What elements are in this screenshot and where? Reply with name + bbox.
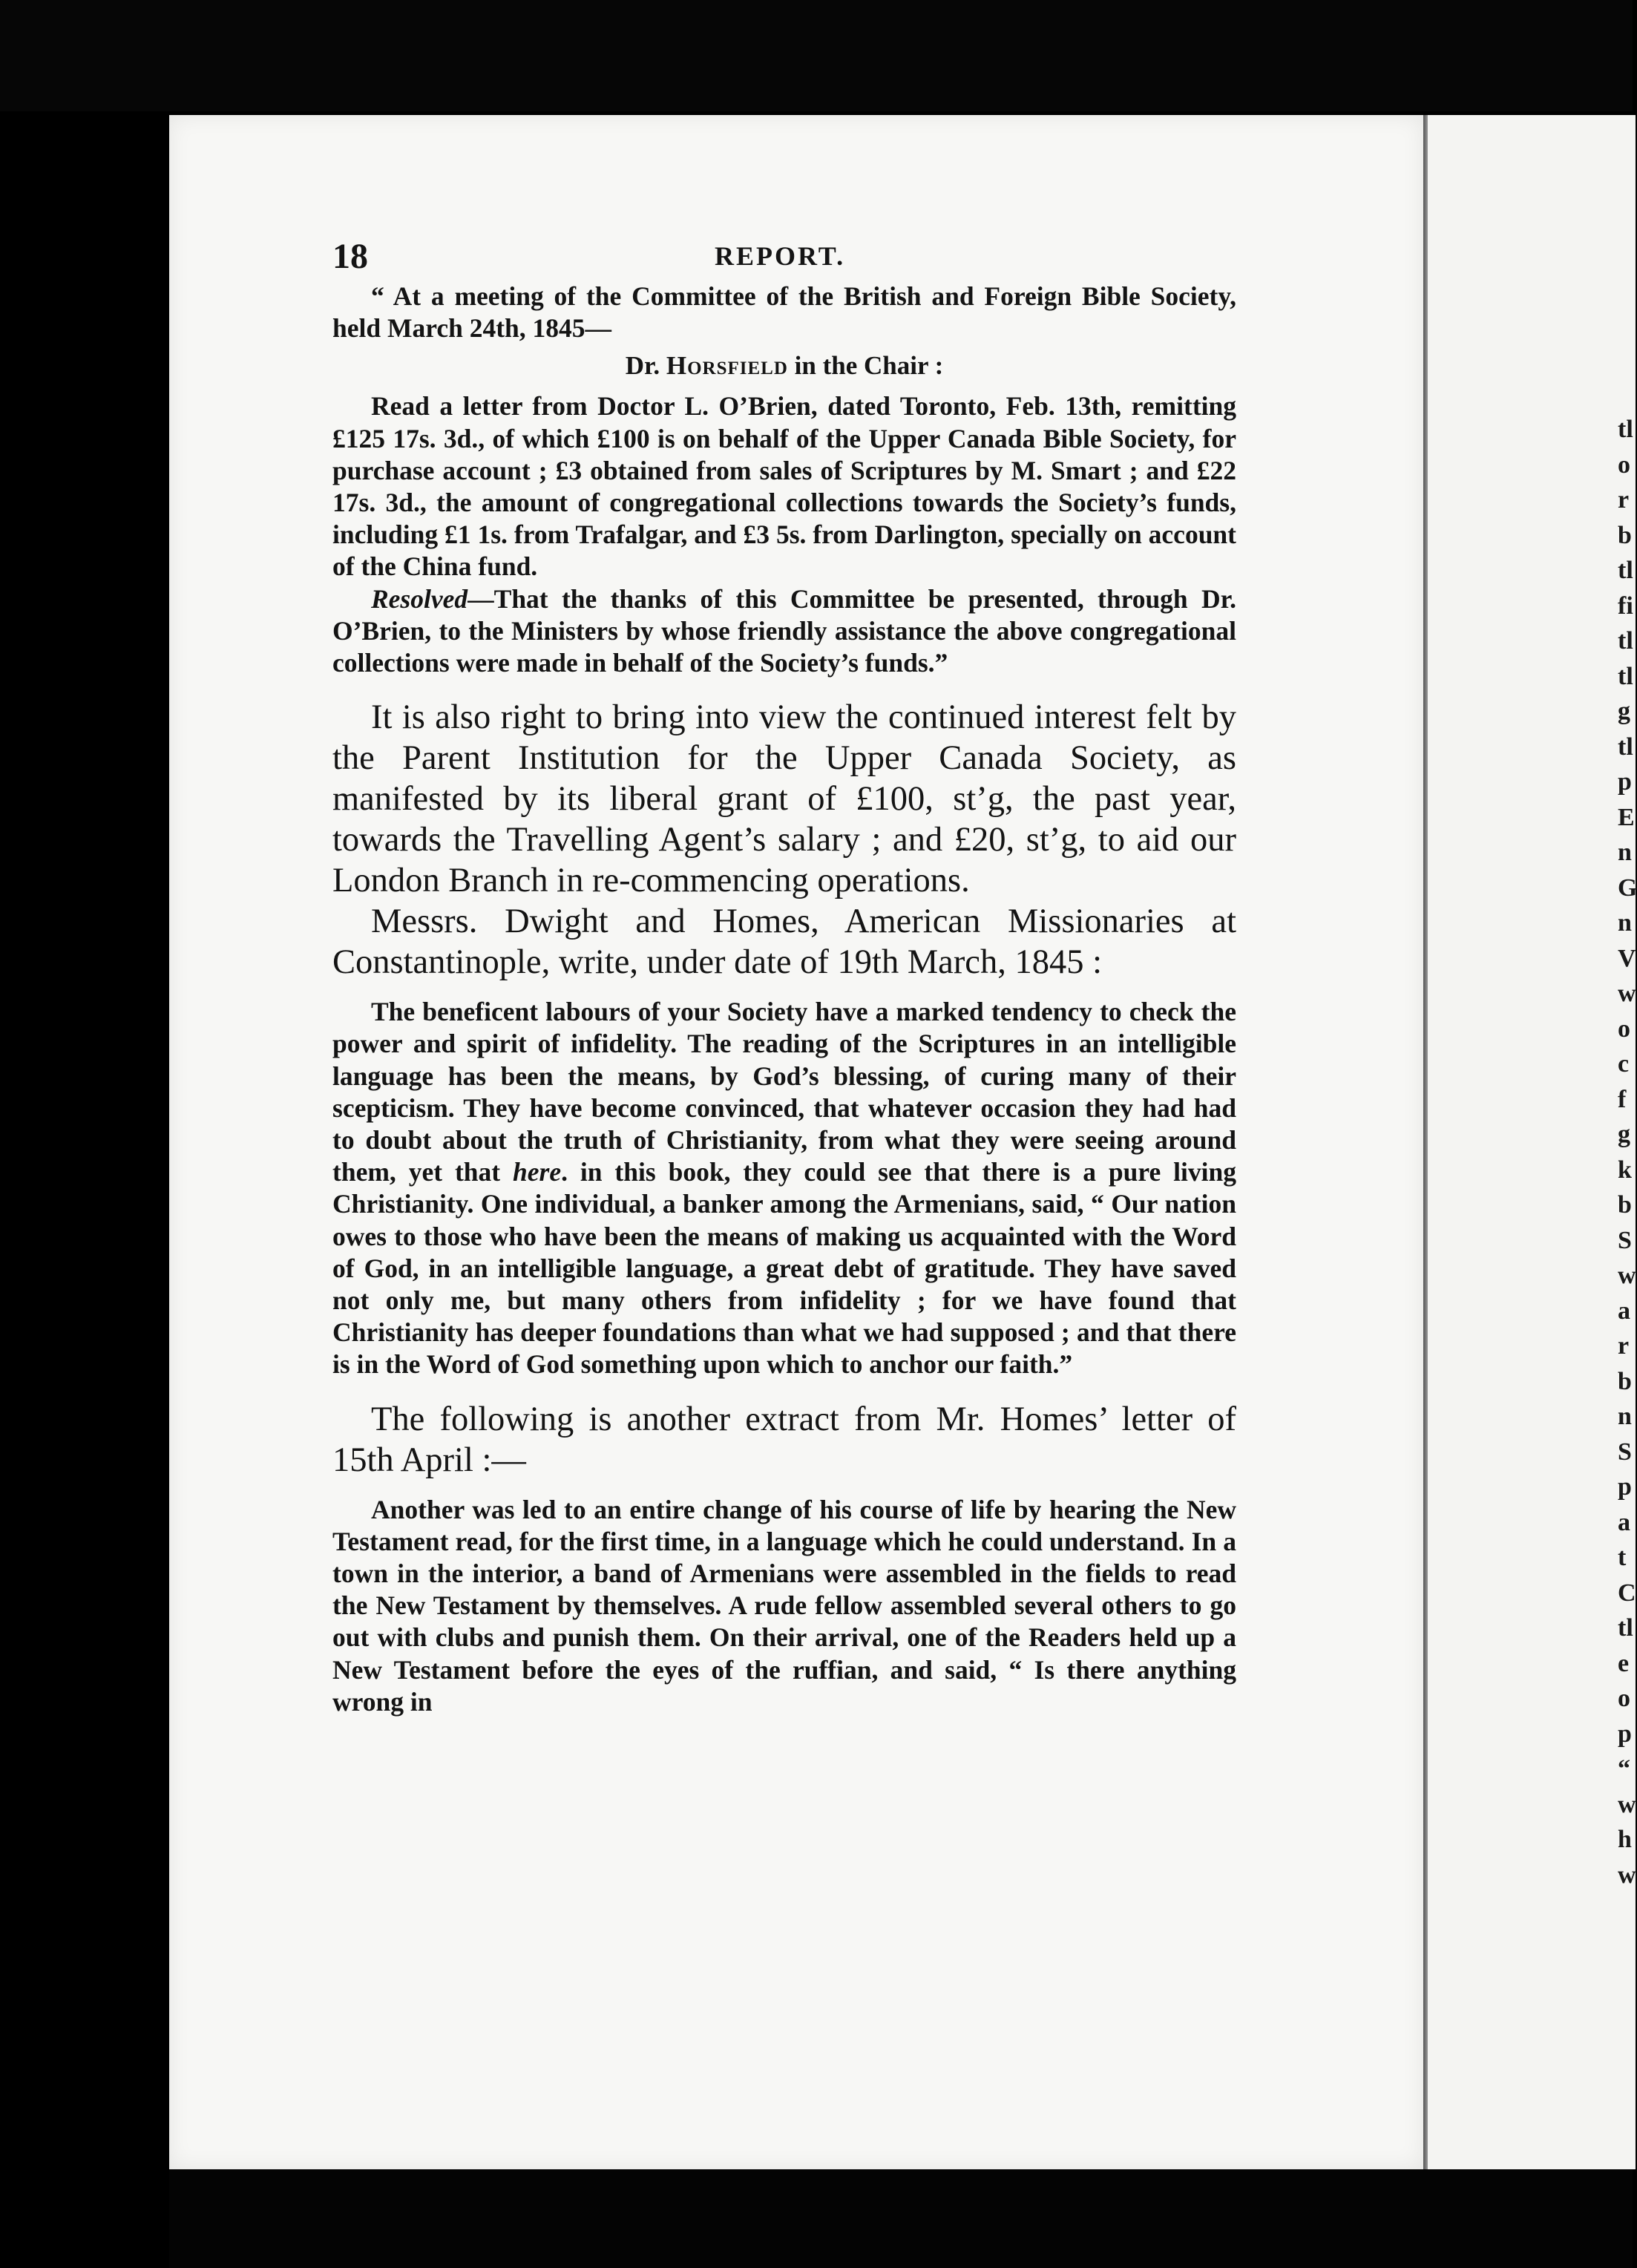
scan-background-top (0, 0, 1633, 111)
adjacent-page-letter: b (1618, 521, 1632, 549)
adjacent-page-letter: e (1618, 1649, 1630, 1677)
adjacent-page-letter: t (1618, 1544, 1627, 1571)
adjacent-page-letter: n (1618, 909, 1632, 937)
adjacent-page-letter: n (1618, 839, 1632, 866)
adjacent-page-letter: p (1618, 1473, 1632, 1501)
adjacent-page-letter: fi (1618, 591, 1633, 620)
homes-extract-paragraph: Another was led to an entire change of his course of life by hearing the New Testament read, for the first time, in a language which he could understand. In a town in the interior, a band of Armenians were assembled in the fields to read the New Testament by themselves. A rude fellow assembled several others to go out with clubs and punish them. On their arrival, one of the Readers held up a New Testament before the eyes of the ruffian, and said, “ Is there anything wrong in (332, 1494, 1236, 1717)
adjacent-page-letter: c (1618, 1050, 1630, 1078)
adjacent-page-letter: r (1618, 1332, 1630, 1360)
adjacent-page-letter: tl (1618, 732, 1633, 761)
chair-line (332, 349, 1236, 383)
adjacent-page-letter: w (1618, 1262, 1636, 1289)
running-title: REPORT. (715, 241, 846, 271)
adjacent-page-letter: o (1618, 450, 1630, 479)
resolution-paragraph (332, 583, 1236, 680)
adjacent-page-letter: r (1618, 486, 1630, 514)
adjacent-page-letter: n (1618, 1403, 1632, 1430)
adjacent-page-letter: f (1618, 1085, 1627, 1113)
adjacent-page-letter: tl (1618, 1614, 1633, 1642)
adjacent-page-letter: C (1618, 1579, 1636, 1607)
adjacent-page-letter: k (1618, 1156, 1632, 1184)
adjacent-page-letter: w (1618, 1790, 1636, 1818)
page-number: 18 (332, 237, 368, 276)
adjacent-page-letter: p (1618, 1720, 1632, 1748)
adjacent-page-letter: g (1618, 1121, 1630, 1148)
adjacent-page-letter: S (1618, 1438, 1632, 1466)
adjacent-page-letter: tl (1618, 416, 1633, 443)
quote-part-1: The beneficent labours of your Society have a marked tendency to check the power and spirit of infidelity. The reading of the Scriptures in an intelligible language has been the means, by God’s blessing, of curing many of their scepticism. They have become convinced, that whatever occasion they had had to doubt about the truth of Christianity, from what they were seeing around them, yet that (332, 997, 1236, 1187)
parent-institution-paragraph: It is also right to bring into view the continued interest felt by the Parent Institution for the Upper Canada Society, as manifested by its liberal grant of £100, st’g, the past year, towards the Travelling Agent’s salary ; and £20, st’g, to aid our London Branch in re-commencing operations. (332, 698, 1236, 900)
adjacent-page-letter: a (1618, 1508, 1630, 1536)
chair-suffix: in the Chair : (787, 351, 944, 381)
adjacent-page-letter: h (1618, 1826, 1632, 1853)
page-gutter (1423, 115, 1428, 2169)
resolution-text: —That the thanks of this Committee be presented, through Dr. O’Brien, to the Ministers by whose friendly assistance the above congregational collections were made in behalf of the Society’s funds.” (332, 583, 1236, 678)
letter-paragraph: Read a letter from Doctor L. O’Brien, dated Toronto, Feb. 13th, remitting £125 17s. 3d., of which £100 is on behalf of the Upper Canada Bible Society, for purchase account ; £3 obtained from sales of Scriptures by M. Smart ; and £22 17s. 3d., the amount of congregational collections towards the Society’s funds, including £1 1s. from Trafalgar, and £3 5s. from Darlington, specially on account of the China fund. (332, 391, 1236, 582)
quote-part-2: . in this book, they could see that there is a pure living Christianity. One individual, a banker among the Armenians, said, “ Our nation owes to those who have been the means of making us acquainted with the Word of God, in an intelligible language, a great debt of gratitude. They have saved not only me, but many others from infidelity ; for we have found that Christianity has deeper foundations than what we had supposed ; and that there is in the Word of God something upon which to anchor our faith.” (332, 1157, 1236, 1380)
adjacent-page-letter: b (1618, 1191, 1632, 1219)
adjacent-page-letter: w (1618, 980, 1636, 1007)
resolved-label: Resolved (371, 583, 468, 614)
adjacent-page-letter: a (1618, 1297, 1630, 1325)
adjacent-page-letter: w (1618, 1861, 1636, 1889)
adjacent-page-letter: tl (1618, 662, 1633, 690)
adjacent-page-letter: tl (1618, 557, 1633, 584)
adjacent-page-letter: p (1618, 768, 1632, 796)
chair-prefix: Dr. (625, 351, 666, 381)
adjacent-page-letter: S (1618, 1226, 1632, 1254)
adjacent-page-edge (1423, 115, 1636, 2169)
quote-meeting-intro: “ At a meeting of the Committee of the British and Foreign Bible Society, held March 24th, 1845— (332, 281, 1236, 344)
scan-background-bottom (169, 2169, 1633, 2268)
adjacent-page-letter: o (1618, 1685, 1630, 1712)
homes-extract-intro: The following is another extract from Mr. Homes’ letter of 15th April :— (332, 1400, 1236, 1479)
chair-name: Horsfield (666, 351, 788, 381)
missionaries-quote-paragraph (332, 996, 1236, 1380)
adjacent-page-letter: E (1618, 803, 1635, 831)
adjacent-page-letter: “ (1618, 1755, 1630, 1783)
adjacent-page-letter: g (1618, 698, 1630, 725)
missionaries-intro-paragraph: Messrs. Dwight and Homes, American Missionaries at Constantinople, write, under date of 19th March, 1845 : (332, 902, 1236, 982)
adjacent-page-letter: b (1618, 1367, 1632, 1395)
running-head (332, 236, 1236, 281)
adjacent-page-letter: tl (1618, 627, 1633, 655)
adjacent-page-letter: V (1618, 944, 1636, 972)
adjacent-page-letter: G (1618, 874, 1637, 902)
page-content (332, 236, 1236, 1718)
adjacent-page-letter: o (1618, 1015, 1630, 1043)
quote-emphasis-here: here (513, 1157, 562, 1187)
